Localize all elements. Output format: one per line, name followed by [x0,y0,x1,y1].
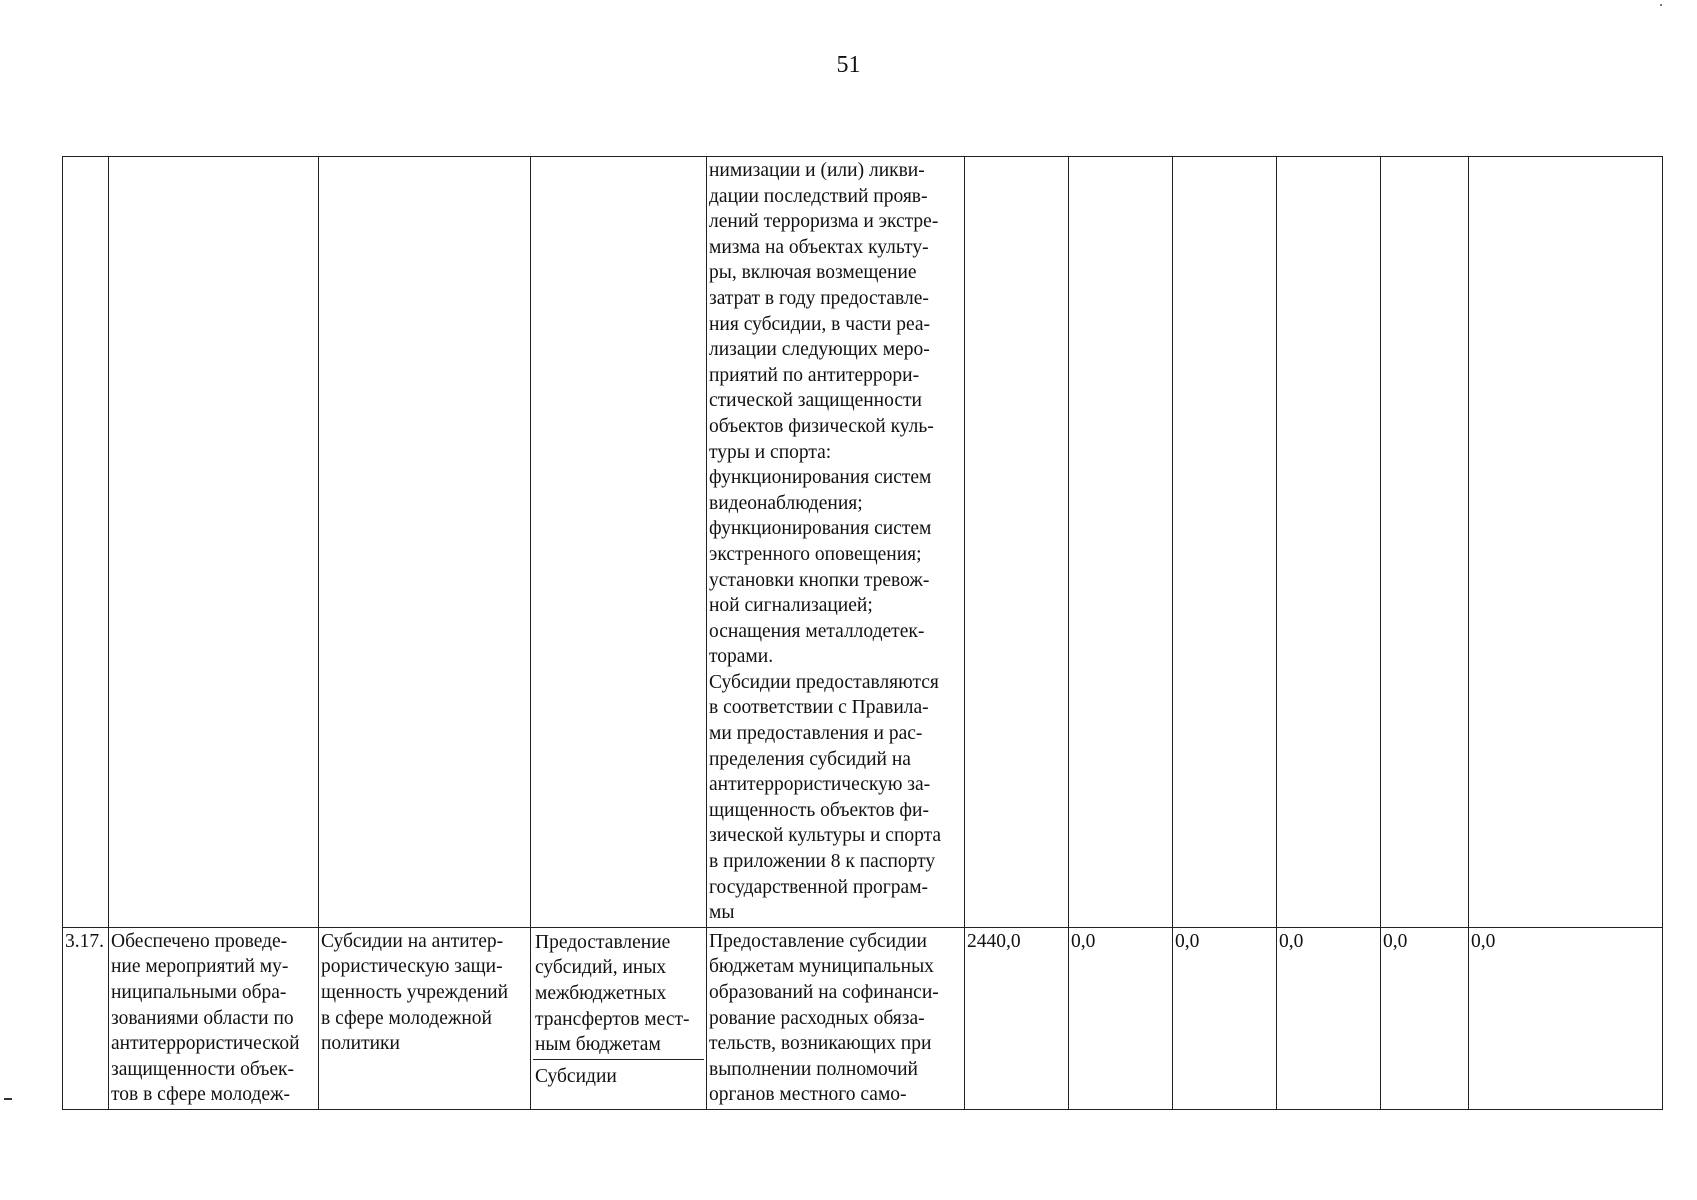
result-line: защищенности объек- [111,1058,294,1080]
value-cell: 2440,0 [965,927,1069,1109]
name-line: рористическую защи- [321,956,503,978]
description-line: оснащения металлодетек- [709,620,925,642]
description-line: ния субсидии, в части реа- [709,313,930,335]
description-line: ной сигнализацией; [709,595,873,617]
description-line: в соответствии с Правила- [709,697,929,719]
page-number: 51 [836,52,861,78]
result-line: антитеррористической [111,1033,300,1055]
description-line: лений терроризма и экстре- [709,211,939,233]
name-line: политики [321,1033,400,1055]
description-line: образований на софинанси- [709,982,939,1003]
name-cell [319,157,531,928]
description-line: выполнении полномочий [709,1058,918,1080]
type-cell [531,157,707,928]
type-cell [531,927,707,1109]
description-line: ры, включая возмещение [709,262,917,284]
description-line: экстренного оповещения; [709,543,922,565]
description-text [709,158,962,926]
result-line: ние мероприятий му- [111,956,289,978]
scan-dot [1660,4,1662,6]
description-line: щищенность объектов фи- [709,799,929,821]
description-line: нимизации и (или) ликви- [709,160,925,181]
continuation-row [63,157,1663,928]
description-line: функционирования систем [709,467,932,489]
description-line: рование расходных обяза- [709,1007,925,1029]
description-line: торами. [709,646,774,668]
type-line: ным бюджетам [535,1034,661,1056]
value-cell [1469,157,1663,928]
description-line: затрат в году предоставле- [709,287,929,309]
result-line: Обеспечено проведе- [111,930,288,952]
scan-mark [4,1098,12,1100]
description-line: мы [709,902,735,924]
type-line: субсидий, иных [535,957,667,979]
value-cell [1381,157,1469,928]
value-cell [1173,157,1277,928]
result-line: зованиями области по [111,1007,294,1029]
value-cell [1277,157,1381,928]
type-top [533,929,704,1060]
type-line: трансфертов мест- [535,1008,690,1030]
value-cell: 0,0 [1277,927,1381,1109]
description-line: бюджетам муниципальных [709,956,934,978]
result-cell [109,927,319,1109]
type-bottom: Субсидии [535,1065,617,1087]
result-cell [109,157,319,928]
description-cell [707,927,965,1109]
result-line: тов в сфере молодеж- [111,1084,290,1106]
description-line: антитеррористическую за- [709,774,931,796]
value-cell: 0,0 [1173,927,1277,1109]
name-line: Субсидии на антитер- [321,930,504,952]
description-line: Предоставление субсидии [709,930,927,952]
type-line: межбюджетных [535,983,667,1004]
description-line: зической культуры и спорта [709,825,942,847]
description-line: государственной програм- [709,876,929,898]
description-line: ми предоставления и рас- [709,723,923,745]
result-line: ниципальными обра- [111,982,287,1003]
value-cell: 0,0 [1469,927,1663,1109]
type-line: Предоставление [535,931,671,953]
name-line: щенность учреждений [321,982,509,1003]
value-cell [965,157,1069,928]
number-cell [63,157,109,928]
row-number: 3.17. [63,927,109,1109]
description-line: приятий по антитеррори- [709,364,920,386]
description-line: установки кнопки тревож- [709,569,930,591]
value-cell: 0,0 [1069,927,1173,1109]
description-line: функционирования систем [709,518,932,540]
description-line: объектов физической куль- [709,415,934,437]
name-cell [319,927,531,1109]
value-cell: 0,0 [1381,927,1469,1109]
description-line: лизации следующих меро- [709,339,930,361]
description-line: дации последствий прояв- [709,185,928,207]
description-line: в приложении 8 к паспорту [709,851,936,873]
description-line: тельств, возникающих при [709,1033,932,1055]
description-line: органов местного само- [709,1084,907,1106]
name-line: в сфере молодежной [321,1007,492,1029]
description-line: пределения субсидий на [709,748,911,770]
description-line: Субсидии предоставляются [709,671,939,693]
value-cell [1069,157,1173,928]
description-line: туры и спорта: [709,441,832,463]
description-cell [707,157,965,928]
row-3-17 [63,927,1663,1109]
description-line: мизма на объектах культу- [709,236,929,258]
budget-table [62,156,1663,1110]
description-line: видеонаблюдения; [709,492,863,514]
description-line: стической защищенности [709,390,922,412]
